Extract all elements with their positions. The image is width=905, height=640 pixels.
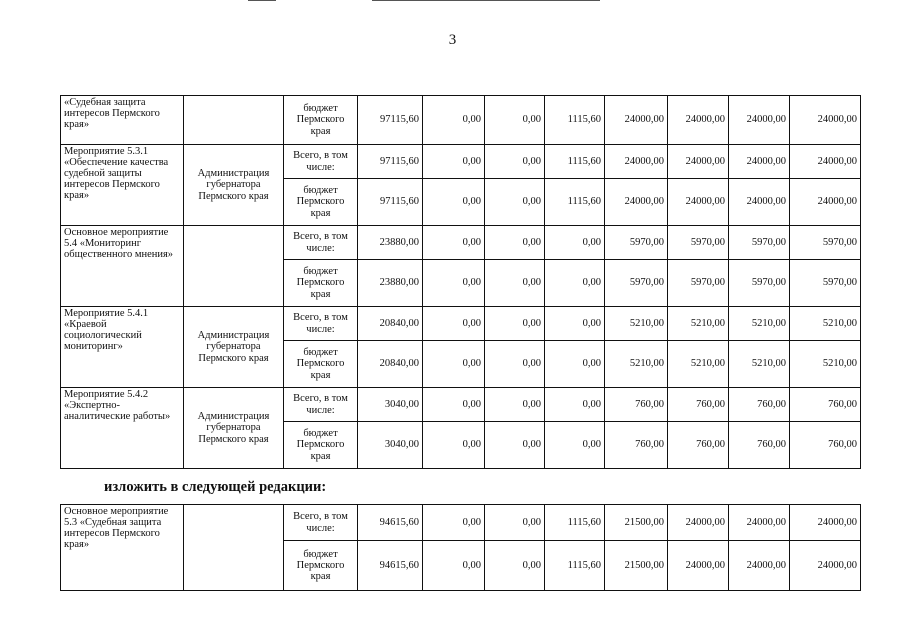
funding-source-cell: бюджет Пермского края [284,260,358,307]
funding-source-cell: бюджет Пермского края [284,179,358,226]
funding-source-cell: бюджет Пермского края [284,341,358,388]
executor-cell [184,226,284,307]
value-cell: 0,00 [485,145,545,179]
value-cell: 1115,60 [545,505,605,541]
executor-cell: Администрация губернатора Пермского края [184,307,284,388]
value-cell: 21500,00 [605,505,668,541]
value-cell: 0,00 [485,541,545,591]
page-number: 3 [448,32,457,48]
value-cell: 24000,00 [605,96,668,145]
funding-source-cell: Всего, в том числе: [284,226,358,260]
value-cell: 760,00 [729,388,790,422]
top-scan-rule-right [372,0,600,1]
value-cell: 0,00 [485,179,545,226]
value-cell: 24000,00 [605,179,668,226]
value-cell: 24000,00 [790,179,861,226]
value-cell: 24000,00 [729,145,790,179]
value-cell: 5970,00 [668,226,729,260]
value-cell: 20840,00 [358,341,423,388]
value-cell: 97115,60 [358,179,423,226]
value-cell: 21500,00 [605,541,668,591]
value-cell: 0,00 [423,422,485,469]
value-cell: 0,00 [545,422,605,469]
value-cell: 0,00 [423,505,485,541]
value-cell: 23880,00 [358,260,423,307]
value-cell: 94615,60 [358,505,423,541]
executor-cell [184,96,284,145]
value-cell: 5970,00 [668,260,729,307]
value-cell: 97115,60 [358,96,423,145]
value-cell: 5210,00 [790,341,861,388]
value-cell: 0,00 [423,96,485,145]
funding-source-cell: Всего, в том числе: [284,145,358,179]
value-cell: 24000,00 [668,179,729,226]
value-cell: 760,00 [790,422,861,469]
value-cell: 20840,00 [358,307,423,341]
budget-table-original [60,95,861,469]
value-cell: 5210,00 [605,341,668,388]
value-cell: 0,00 [485,260,545,307]
table-row [61,96,861,145]
value-cell: 0,00 [423,145,485,179]
table-row [61,505,861,541]
table-row [61,226,861,260]
value-cell: 0,00 [545,226,605,260]
activity-name-cell: Мероприятие 5.4.1 «Краевой социологический мониторинг» [61,307,184,388]
value-cell: 24000,00 [668,505,729,541]
value-cell: 760,00 [729,422,790,469]
value-cell: 24000,00 [790,145,861,179]
value-cell: 5970,00 [729,226,790,260]
value-cell: 1115,60 [545,96,605,145]
funding-source-cell: Всего, в том числе: [284,307,358,341]
value-cell: 0,00 [485,307,545,341]
value-cell: 24000,00 [729,96,790,145]
value-cell: 5970,00 [605,226,668,260]
value-cell: 3040,00 [358,388,423,422]
value-cell: 24000,00 [668,541,729,591]
value-cell: 0,00 [423,226,485,260]
value-cell: 5970,00 [790,260,861,307]
value-cell: 24000,00 [729,505,790,541]
value-cell: 97115,60 [358,145,423,179]
value-cell: 5210,00 [605,307,668,341]
value-cell: 23880,00 [358,226,423,260]
value-cell: 760,00 [668,388,729,422]
value-cell: 0,00 [485,422,545,469]
activity-name-cell: Основное мероприятие 5.3 «Судебная защита интересов Пермского края» [61,505,184,591]
value-cell: 0,00 [485,388,545,422]
value-cell: 24000,00 [790,541,861,591]
funding-source-cell: бюджет Пермского края [284,96,358,145]
value-cell: 5210,00 [729,307,790,341]
value-cell: 0,00 [423,388,485,422]
activity-name-cell: «Судебная защита интересов Пермского края» [61,96,184,145]
value-cell: 3040,00 [358,422,423,469]
value-cell: 760,00 [668,422,729,469]
value-cell: 5210,00 [729,341,790,388]
table-row [61,145,861,179]
executor-cell: Администрация губернатора Пермского края [184,145,284,226]
value-cell: 1115,60 [545,179,605,226]
value-cell: 0,00 [545,341,605,388]
value-cell: 1115,60 [545,541,605,591]
table-row [61,307,861,341]
value-cell: 0,00 [423,541,485,591]
activity-name-cell: Мероприятие 5.3.1 «Обеспечение качества судебной защиты интересов Пермского края» [61,145,184,226]
value-cell: 0,00 [485,226,545,260]
funding-source-cell: Всего, в том числе: [284,388,358,422]
funding-source-cell: Всего, в том числе: [284,505,358,541]
value-cell: 0,00 [423,179,485,226]
value-cell: 5970,00 [605,260,668,307]
value-cell: 24000,00 [729,179,790,226]
value-cell: 5210,00 [668,341,729,388]
executor-cell: Администрация губернатора Пермского края [184,388,284,469]
value-cell: 0,00 [423,307,485,341]
activity-name-cell: Основное мероприятие 5.4 «Мониторинг общественного мнения» [61,226,184,307]
value-cell: 5210,00 [790,307,861,341]
value-cell: 760,00 [605,422,668,469]
value-cell: 760,00 [790,388,861,422]
value-cell: 24000,00 [668,145,729,179]
value-cell: 94615,60 [358,541,423,591]
amendment-heading: изложить в следующей редакции: [104,479,327,495]
value-cell: 24000,00 [605,145,668,179]
budget-table-amended [60,504,861,591]
value-cell: 1115,60 [545,145,605,179]
value-cell: 24000,00 [729,541,790,591]
value-cell: 0,00 [423,341,485,388]
top-scan-rule-left [248,0,276,1]
value-cell: 760,00 [605,388,668,422]
value-cell: 5970,00 [790,226,861,260]
value-cell: 0,00 [545,388,605,422]
value-cell: 5970,00 [729,260,790,307]
value-cell: 0,00 [485,96,545,145]
value-cell: 0,00 [485,505,545,541]
activity-name-cell: Мероприятие 5.4.2 «Экспертно-аналитические работы» [61,388,184,469]
value-cell: 5210,00 [668,307,729,341]
value-cell: 24000,00 [790,96,861,145]
value-cell: 24000,00 [668,96,729,145]
value-cell: 0,00 [485,341,545,388]
value-cell: 0,00 [423,260,485,307]
funding-source-cell: бюджет Пермского края [284,422,358,469]
value-cell: 0,00 [545,260,605,307]
executor-cell [184,505,284,591]
table-row [61,388,861,422]
value-cell: 24000,00 [790,505,861,541]
funding-source-cell: бюджет Пермского края [284,541,358,591]
value-cell: 0,00 [545,307,605,341]
